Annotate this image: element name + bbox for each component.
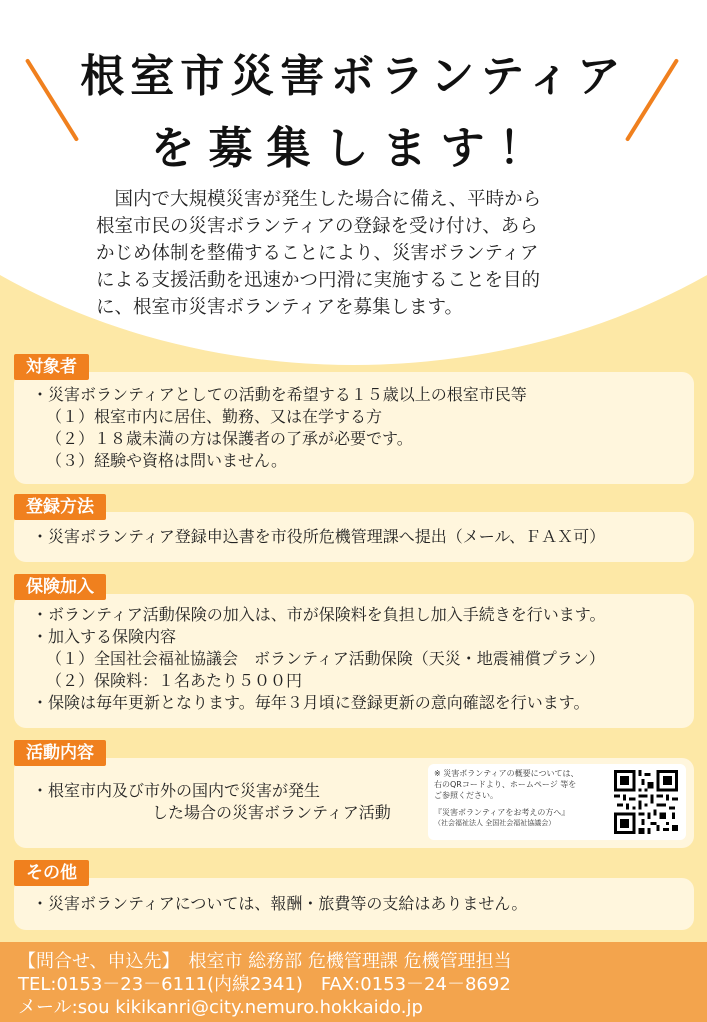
section-line: した場合の災害ボランティア活動	[152, 803, 391, 822]
section-line: ・保険は毎年更新となります。毎年３月頃に登録更新の意向確認を行います。	[32, 693, 590, 712]
section-box-insurance	[14, 594, 694, 728]
intro-line: による支援活動を迅速かつ円滑に実施することを目的	[96, 270, 541, 291]
footer-tel-fax: TEL:0153－23－6111(内線2341) FAX:0153－24－8692	[18, 974, 511, 995]
section-line: ・災害ボランティアとしての活動を希望する１５歳以上の根室市民等	[32, 385, 527, 404]
section-heading-other: その他	[14, 860, 89, 886]
section-line: （２）１８歳未満の方は保護者の了承が必要です。	[46, 429, 413, 448]
section-box-target	[14, 372, 694, 484]
qr-info-card	[428, 764, 686, 840]
section-line: ・災害ボランティア登録申込書を市役所危機管理課へ提出（メール、ＦＡＸ可）	[32, 527, 606, 546]
contact-footer	[0, 942, 707, 1022]
section-line: （１）根室市内に居住、勤務、又は在学する方	[46, 407, 383, 426]
intro-line: 根室市民の災害ボランティアの登録を受け付け、あら	[96, 216, 538, 237]
page-subtitle: を募集します！	[150, 123, 557, 174]
section-heading-registration: 登録方法	[14, 494, 106, 520]
footer-email-link[interactable]: メール:sou kikikanri@city.nemuro.hokkaido.jp	[18, 997, 423, 1018]
footer-contact: 【問合せ、申込先】 根室市 総務部 危機管理課 危機管理担当	[18, 951, 512, 972]
section-line: ・根室市内及び市外の国内で災害が発生	[32, 781, 321, 800]
section-heading-target: 対象者	[14, 354, 89, 380]
intro-line: かじめ体制を整備することにより、災害ボランティア	[96, 243, 539, 264]
intro-line: 国内で大規模災害が発生した場合に備え、平時から	[114, 189, 542, 210]
qr-note-line: 『災害ボランティアをお考えの方へ』	[434, 808, 570, 817]
qr-note-line: ※ 災害ボランティアの概要については、	[434, 769, 579, 778]
section-line: （１）全国社会福祉協議会 ボランティア活動保険（天災・地震補償プラン）	[46, 649, 605, 668]
intro-paragraph	[96, 186, 616, 321]
section-line: （３）経験や資格は問いません。	[46, 451, 287, 470]
qr-note-line: （社会福祉法人 全国社会福祉協議会）	[434, 819, 556, 827]
section-line: ・加入する保険内容	[32, 627, 177, 646]
section-line: ・ボランティア活動保険の加入は、市が保険料を負担し加入手続きを行います。	[32, 605, 606, 624]
qr-note-line: ご参照ください。	[434, 791, 498, 800]
section-line: （２）保険料：１名あたり５００円	[46, 671, 303, 690]
section-heading-insurance: 保険加入	[14, 574, 106, 600]
section-box-registration	[14, 512, 694, 562]
section-line: ・災害ボランティアについては、報酬・旅費等の支給はありません。	[32, 894, 528, 913]
section-box-other	[14, 878, 694, 930]
qr-note	[434, 768, 606, 829]
intro-line: に、根室市災害ボランティアを募集します。	[96, 297, 464, 318]
section-heading-activity: 活動内容	[14, 740, 106, 766]
qr-code-icon[interactable]	[614, 770, 678, 834]
qr-note-line: 右のQRコードより、ホームページ 等を	[434, 780, 577, 789]
page-title: 根室市災害ボランティア	[80, 51, 627, 102]
